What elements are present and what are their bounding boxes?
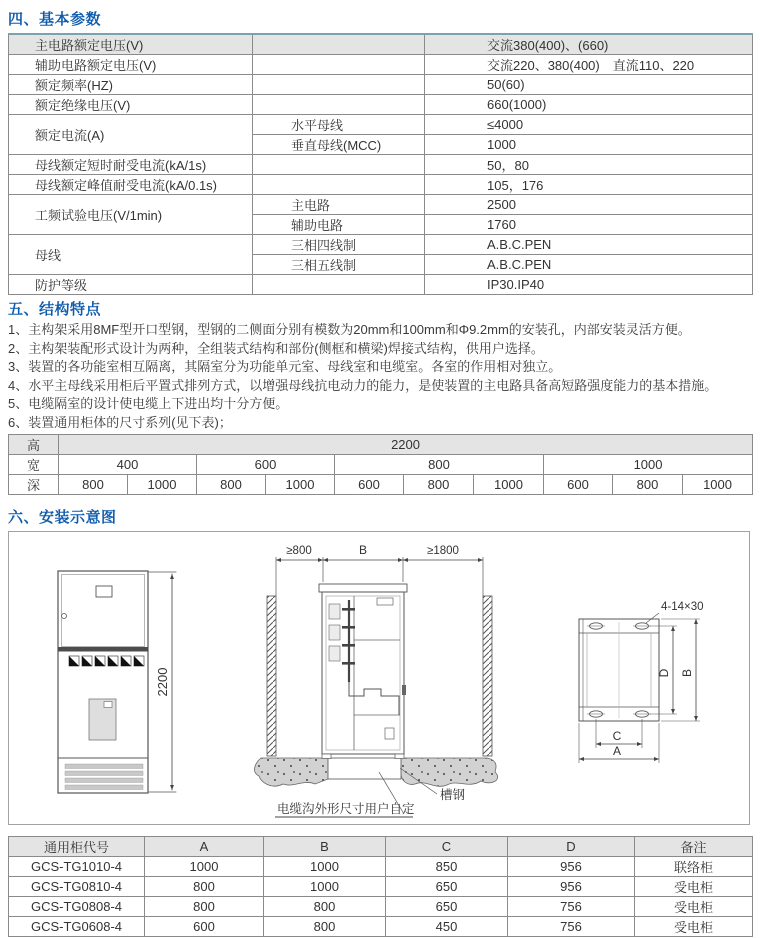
param-value: 50(60) xyxy=(425,75,753,95)
param-row xyxy=(9,34,753,55)
param-value: 1760 xyxy=(425,215,753,235)
param-label: 额定绝缘电压(V) xyxy=(9,95,253,115)
ground-right xyxy=(401,758,498,786)
param-row xyxy=(9,235,753,255)
param-label: 母线 xyxy=(9,235,253,275)
param-value: 105，176 xyxy=(425,175,753,195)
feature-item: 6、装置通用柜体的尺寸系列(见下表)； xyxy=(8,414,232,430)
size-value: 800 xyxy=(197,475,266,495)
param-sub: 三相四线制 xyxy=(253,235,425,255)
cabinet-code: GCS-TG1010-4 xyxy=(9,857,145,877)
param-sub xyxy=(253,55,425,75)
wall-left xyxy=(267,596,276,756)
param-row xyxy=(9,75,753,95)
col-header: 通用柜代号 xyxy=(9,837,145,857)
param-row xyxy=(9,175,753,195)
param-label: 额定电流(A) xyxy=(9,115,253,155)
cabinet-side-section xyxy=(255,543,498,817)
dim-a-value: 1000 xyxy=(145,857,264,877)
param-value: A.B.C.PEN xyxy=(425,235,753,255)
dim-c-value: 450 xyxy=(386,917,508,937)
size-value: 600 xyxy=(544,475,613,495)
table-row xyxy=(9,857,753,877)
size-value: 2200 xyxy=(59,435,753,455)
param-value: 交流380(400)、(660) xyxy=(425,34,753,55)
dim-c-value: 850 xyxy=(386,857,508,877)
table-row xyxy=(9,897,753,917)
size-row-depth xyxy=(9,475,753,495)
feature-item: 4、水平主母线采用柜后平置式排列方式，以增强母线抗电动力的能力，是使装置的主电路具备高短路强度能力的基本措施。 xyxy=(8,377,718,393)
wall-right xyxy=(483,596,492,756)
front-display-window xyxy=(96,586,112,597)
dim-d-value: 756 xyxy=(508,897,635,917)
dim-d-value: 756 xyxy=(508,917,635,937)
remark: 联络柜 xyxy=(635,857,753,877)
col-header: 备注 xyxy=(635,837,753,857)
front-lock xyxy=(62,614,67,619)
cabinet-code: GCS-TG0808-4 xyxy=(9,897,145,917)
feature-list xyxy=(8,321,756,433)
front-divider-band xyxy=(58,647,148,652)
param-value: 2500 xyxy=(425,195,753,215)
size-value: 600 xyxy=(335,475,404,495)
remark: 受电柜 xyxy=(635,897,753,917)
param-value: 660(1000) xyxy=(425,95,753,115)
size-value: 800 xyxy=(335,455,544,475)
feature-item: 2、主构架装配形式设计为两种，全组装式结构和部份(侧框和横梁)焊接式结构，供用户选择。 xyxy=(8,340,544,356)
cabinet-code: GCS-TG0608-4 xyxy=(9,917,145,937)
col-header: B xyxy=(264,837,386,857)
dim-a-value: 600 xyxy=(145,917,264,937)
dim-clearance-left-label: ≥800 xyxy=(286,545,312,557)
hole-spec-label: 4-14×30 xyxy=(661,601,704,613)
section-title-installation: 六、安装示意图 xyxy=(8,509,117,526)
param-sub: 水平母线 xyxy=(253,115,425,135)
col-header: C xyxy=(386,837,508,857)
param-sub: 三相五线制 xyxy=(253,255,425,275)
dim-b-value: 1000 xyxy=(264,877,386,897)
param-sub xyxy=(253,275,425,295)
param-label: 母线额定峰值耐受电流(kA/0.1s) xyxy=(9,175,253,195)
param-sub xyxy=(253,155,425,175)
size-value: 800 xyxy=(613,475,683,495)
size-value: 800 xyxy=(59,475,128,495)
param-row xyxy=(9,55,753,75)
cabinet-code-table xyxy=(8,836,753,937)
param-value: 1000 xyxy=(425,135,753,155)
param-label: 额定频率(HZ) xyxy=(9,75,253,95)
ground-left xyxy=(255,758,328,786)
param-row xyxy=(9,195,753,215)
feature-item: 5、电缆隔室的设计使电缆上下进出均十分方便。 xyxy=(8,396,289,412)
param-label: 主电路额定电压(V) xyxy=(9,34,253,55)
size-value: 1000 xyxy=(474,475,544,495)
dim-2200-label: 2200 xyxy=(155,667,170,697)
table-header-row xyxy=(9,837,753,857)
size-label: 深 xyxy=(9,475,59,495)
dim-c-value: 650 xyxy=(386,897,508,917)
param-sub: 垂直母线(MCC) xyxy=(253,135,425,155)
installation-diagram-panel xyxy=(8,531,750,825)
param-label: 辅助电路额定电压(V) xyxy=(9,55,253,75)
param-row xyxy=(9,155,753,175)
param-value: ≤4000 xyxy=(425,115,753,135)
dim-depth-label: B xyxy=(358,543,368,557)
param-sub xyxy=(253,95,425,115)
size-value: 1000 xyxy=(683,475,753,495)
size-row-height xyxy=(9,435,753,455)
param-value: 交流220、380(400) 直流110、220 xyxy=(425,55,753,75)
dim-c-label: C xyxy=(612,729,622,743)
section-title-basic-params: 四、基本参数 xyxy=(8,11,102,28)
size-value: 800 xyxy=(404,475,474,495)
col-header: A xyxy=(145,837,264,857)
param-label: 工频试验电压(V/1min) xyxy=(9,195,253,235)
param-row xyxy=(9,115,753,135)
dim-a-value: 800 xyxy=(145,877,264,897)
remark: 受电柜 xyxy=(635,917,753,937)
size-row-width xyxy=(9,455,753,475)
installation-diagram xyxy=(9,532,749,823)
param-sub xyxy=(253,175,425,195)
param-value: A.B.C.PEN xyxy=(425,255,753,275)
dim-b-value: 800 xyxy=(264,917,386,937)
cabinet-front-view xyxy=(58,571,176,793)
section-title-structure: 五、结构特点 xyxy=(8,301,102,318)
feature-item: 3、装置的各功能室相互隔离，其隔室分为功能单元室、母线室和电缆室。各室的作用相对独立。 xyxy=(8,359,562,375)
dim-c-value: 650 xyxy=(386,877,508,897)
dim-b-label: B xyxy=(680,668,694,678)
trench-note-label: 电缆沟外形尺寸用户自定 xyxy=(277,802,415,816)
feature-item: 1、主构架采用8MF型开口型钢，型钢的二侧面分别有模数为20mm和100mm和Φ9.2mm的安装孔，内部安装灵活方便。 xyxy=(8,322,691,337)
size-label: 宽 xyxy=(9,455,59,475)
table-row xyxy=(9,877,753,897)
channel-steel-label: 槽钢 xyxy=(440,788,466,802)
size-label: 高 xyxy=(9,435,59,455)
dim-a-value: 800 xyxy=(145,897,264,917)
cable-trench xyxy=(328,758,401,779)
param-sub: 主电路 xyxy=(253,195,425,215)
dim-a-label: A xyxy=(612,744,622,758)
size-value: 1000 xyxy=(266,475,335,495)
dim-b-value: 800 xyxy=(264,897,386,917)
size-value: 400 xyxy=(59,455,197,475)
param-sub xyxy=(253,34,425,55)
remark: 受电柜 xyxy=(635,877,753,897)
param-value: 50，80 xyxy=(425,155,753,175)
cabinet-size-table xyxy=(8,434,753,495)
param-value: IP30.IP40 xyxy=(425,275,753,295)
dim-d-value: 956 xyxy=(508,877,635,897)
col-header: D xyxy=(508,837,635,857)
param-label: 防护等级 xyxy=(9,275,253,295)
param-row xyxy=(9,95,753,115)
param-sub: 辅助电路 xyxy=(253,215,425,235)
dim-d-label: D xyxy=(657,668,671,678)
param-row xyxy=(9,275,753,295)
dim-clearance-right-label: ≥1800 xyxy=(427,545,459,557)
base-plan-view xyxy=(579,601,704,763)
cabinet-code: GCS-TG0810-4 xyxy=(9,877,145,897)
param-label: 母线额定短时耐受电流(kA/1s) xyxy=(9,155,253,175)
component-blocks xyxy=(329,604,340,661)
dim-d-value: 956 xyxy=(508,857,635,877)
table-row xyxy=(9,917,753,937)
size-value: 1000 xyxy=(128,475,197,495)
dim-b-value: 1000 xyxy=(264,857,386,877)
param-sub xyxy=(253,75,425,95)
basic-params-table xyxy=(8,33,753,295)
size-value: 600 xyxy=(197,455,335,475)
size-value: 1000 xyxy=(544,455,753,475)
